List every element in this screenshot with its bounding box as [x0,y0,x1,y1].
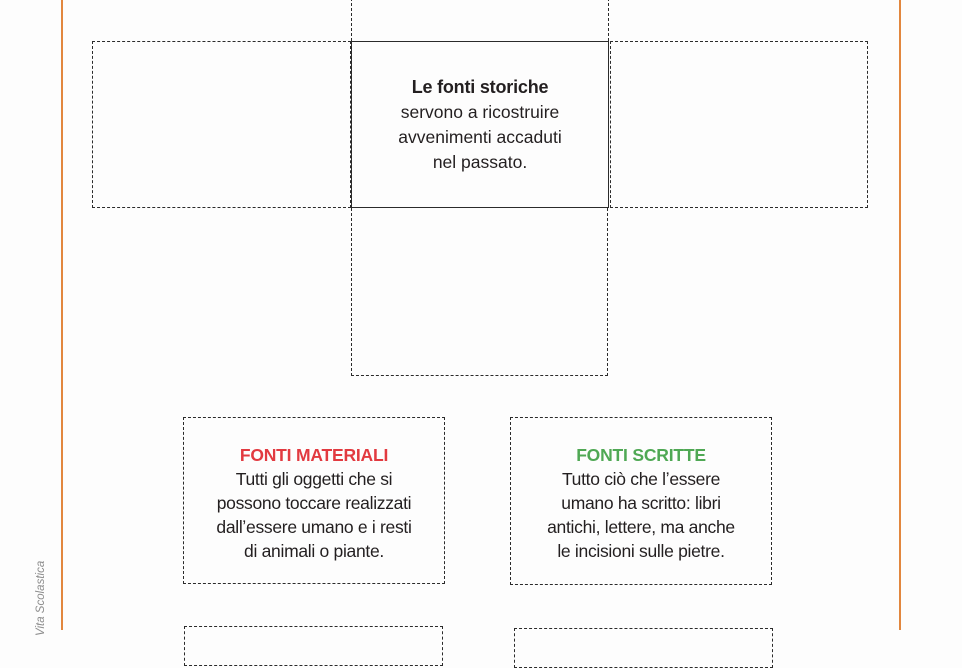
center-definition-box [351,41,609,208]
fonti-scritte-line: umano ha scritto: libri [561,493,721,513]
fonti-scritte-line: antichi, lettere, ma anche [547,517,735,537]
fonti-scritte-title: FONTI SCRITTE [576,445,706,465]
fonti-materiali-line: possono toccare realizzati [216,493,412,513]
right-accent-rule [899,0,901,630]
credit-vertical-text: Vita Scolastica [35,560,47,636]
fonti-materiali-line: dallʼessere umano e i resti [216,517,412,537]
fill-in-box-top-partial [351,0,609,41]
left-accent-rule [61,0,63,630]
center-box-title: Le fonti storiche [411,76,549,97]
center-box-line: avvenimenti accaduti [398,126,562,147]
fonti-materiali-title: FONTI MATERIALI [239,445,389,465]
fonti-scritte-box [510,417,772,585]
center-box-line: nel passato. [432,151,528,172]
fonti-scritte-line: le incisioni sulle pietre. [557,541,725,561]
fill-in-box-bottom-right-partial [514,628,773,668]
fonti-scritte-line: Tutto ciò che lʼessere [561,469,721,489]
fill-in-box-bottom-left-partial [184,626,443,666]
fill-in-box-right [610,41,868,208]
fonti-materiali-box [183,417,445,584]
fonti-materiali-line: di animali o piante. [244,541,384,561]
fill-in-box-left [92,41,351,208]
center-box-line: servono a ricostruire [400,101,560,122]
fill-in-box-below-center [351,208,608,376]
fonti-materiali-line: Tutti gli oggetti che si [235,469,393,489]
